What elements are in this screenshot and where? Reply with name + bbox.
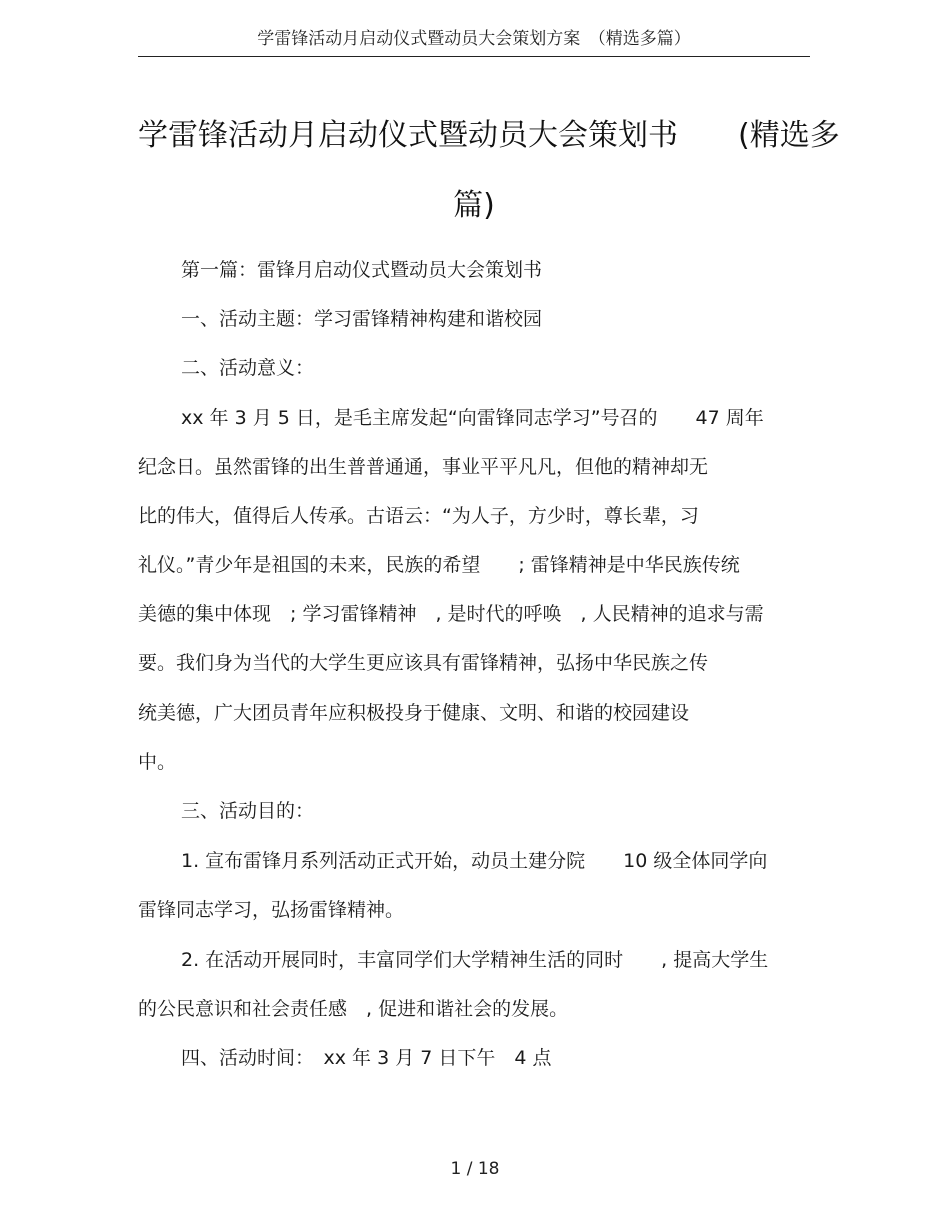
purpose-item-2-cont: 的公民意识和社会责任感 , 促进和谐社会的发展。: [138, 998, 569, 1020]
header-rule: [138, 56, 810, 57]
paragraph-line: 要。我们身为当代的大学生更应该具有雷锋精神，弘扬中华民族之传: [138, 652, 709, 674]
paragraph-line: 中。: [138, 751, 177, 773]
paragraph-line: 礼仪。”青少年是祖国的未来，民族的希望 ; 雷锋精神是中华民族传统: [138, 554, 740, 576]
purpose-item-1: 1. 宣布雷锋月系列活动正式开始，动员土建分院 10 级全体同学向: [181, 850, 768, 872]
activity-purpose-heading: 三、活动目的：: [181, 800, 315, 822]
page-number: 1 / 18: [450, 1159, 500, 1179]
document-title-line-1: 学雷锋活动月启动仪式暨动员大会策划书 (精选多: [138, 118, 840, 153]
activity-theme: 一、活动主题：学习雷锋精神构建和谐校园: [181, 308, 543, 330]
paragraph-line: 比的伟大，值得后人传承。古语云：“为人子，方少时，尊长辈，习: [138, 505, 699, 527]
purpose-item-1-cont: 雷锋同志学习，弘扬雷锋精神。: [138, 899, 405, 921]
paragraph-line: 纪念日。虽然雷锋的出生普普通通，事业平平凡凡，但他的精神却无: [138, 456, 709, 478]
section-heading-part1: 第一篇：雷锋月启动仪式暨动员大会策划书: [181, 259, 543, 281]
paragraph-line: 统美德，广大团员青年应积极投身于健康、文明、和谐的校园建设: [138, 702, 690, 724]
activity-time: 四、活动时间： xx 年 3 月 7 日下午 4 点: [181, 1047, 552, 1069]
paragraph-line: 美德的集中体现 ; 学习雷锋精神 , 是时代的呼唤 , 人民精神的追求与需: [138, 603, 764, 625]
document-title-line-2: 篇): [453, 188, 495, 223]
paragraph-line: xx 年 3 月 5 日，是毛主席发起“向雷锋同志学习”号召的 47 周年: [181, 407, 764, 429]
activity-significance-heading: 二、活动意义：: [181, 357, 315, 379]
running-header: 学雷锋活动月启动仪式暨动员大会策划方案 （精选多篇）: [257, 29, 691, 49]
purpose-item-2: 2. 在活动开展同时，丰富同学们大学精神生活的同时 , 提高大学生: [181, 949, 769, 971]
